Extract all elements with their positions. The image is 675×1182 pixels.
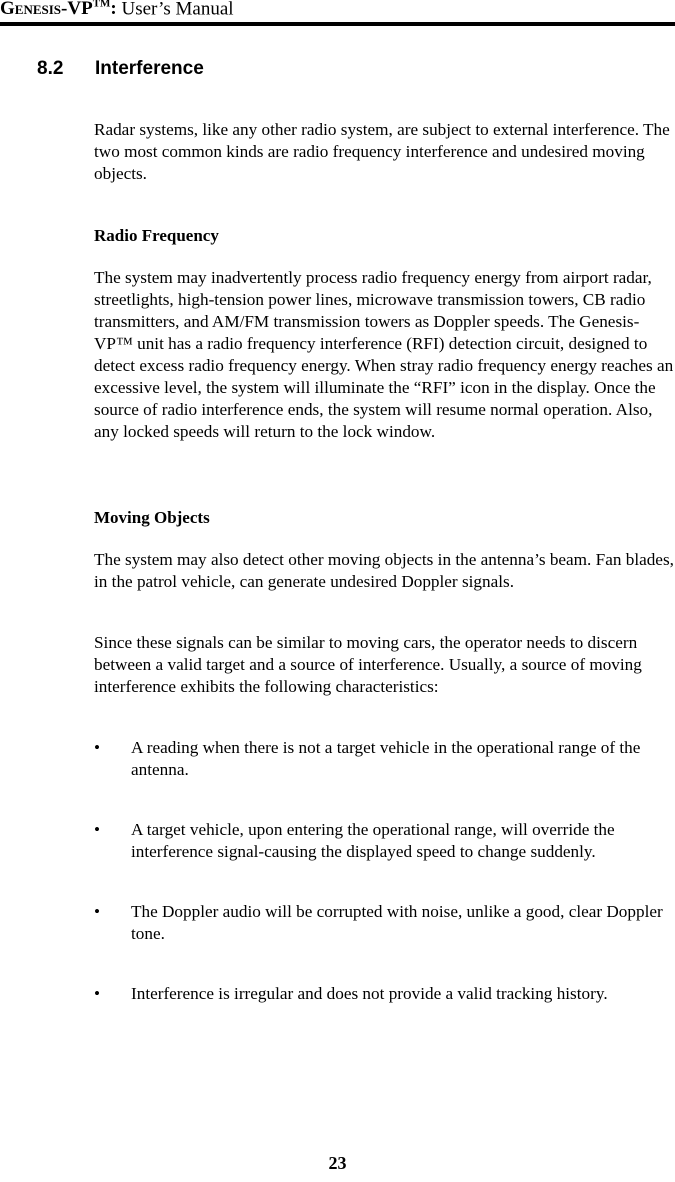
trademark: TM bbox=[92, 0, 111, 10]
bullet-item bbox=[94, 983, 674, 1005]
bullet-text: Interference is irregular and does not provide a valid tracking history. bbox=[131, 984, 608, 1003]
running-header bbox=[0, 0, 234, 20]
section-title: Interference bbox=[95, 58, 204, 79]
bullet-icon: • bbox=[94, 820, 101, 839]
section-heading bbox=[37, 58, 204, 80]
section-number: 8.2 bbox=[37, 58, 64, 79]
bullet-item bbox=[94, 819, 674, 863]
manual-title: User’s Manual bbox=[116, 0, 234, 20]
bullet-text: A reading when there is not a target vehicle in the operational range of the antenna. bbox=[131, 738, 641, 779]
product-name: Genesis-VP bbox=[0, 0, 93, 20]
bullet-item bbox=[94, 737, 674, 781]
bullet-icon: • bbox=[94, 738, 101, 757]
bullet-text: The Doppler audio will be corrupted with noise, unlike a good, clear Doppler tone. bbox=[131, 902, 663, 943]
intro-paragraph: Radar systems, like any other radio system, are subject to external interference. The two most common kinds are radio frequency interference and undesired moving objects. bbox=[94, 120, 670, 183]
header-colon: : bbox=[110, 0, 117, 20]
header-rule bbox=[0, 22, 675, 26]
radio-frequency-heading: Radio Frequency bbox=[94, 226, 219, 245]
bullet-text: A target vehicle, upon entering the operational range, will override the interference signal-causing the displayed speed to change suddenly. bbox=[131, 820, 615, 861]
bullet-icon: • bbox=[94, 902, 101, 921]
bullet-icon: • bbox=[94, 984, 101, 1003]
moving-objects-heading: Moving Objects bbox=[94, 508, 210, 527]
bullet-item bbox=[94, 901, 674, 945]
radio-frequency-paragraph: The system may inadvertently process radio frequency energy from airport radar, streetlights, high-tension power lines, microwave transmission towers, CB radio transmitters, and AM/FM transmission towers as Doppler speeds. The Genesis-VP™ unit has a radio frequency interference (RFI) detection circuit, designed to detect excess radio frequency energy. When stray radio frequency energy reaches an excessive level, the system will illuminate the “RFI” icon in the display. Once the source of radio interference ends, the system will resume normal operation. Also, any locked speeds will return to the lock window. bbox=[94, 268, 674, 441]
moving-objects-paragraph-2: Since these signals can be similar to moving cars, the operator needs to discern between a valid target and a source of interference. Usually, a source of moving interference exhibits the following characteristics: bbox=[94, 633, 642, 696]
page-number: 23 bbox=[328, 1153, 347, 1173]
moving-objects-paragraph-1: The system may also detect other moving objects in the antenna’s beam. Fan blades, in the patrol vehicle, can generate undesired Doppler signals. bbox=[94, 550, 674, 591]
